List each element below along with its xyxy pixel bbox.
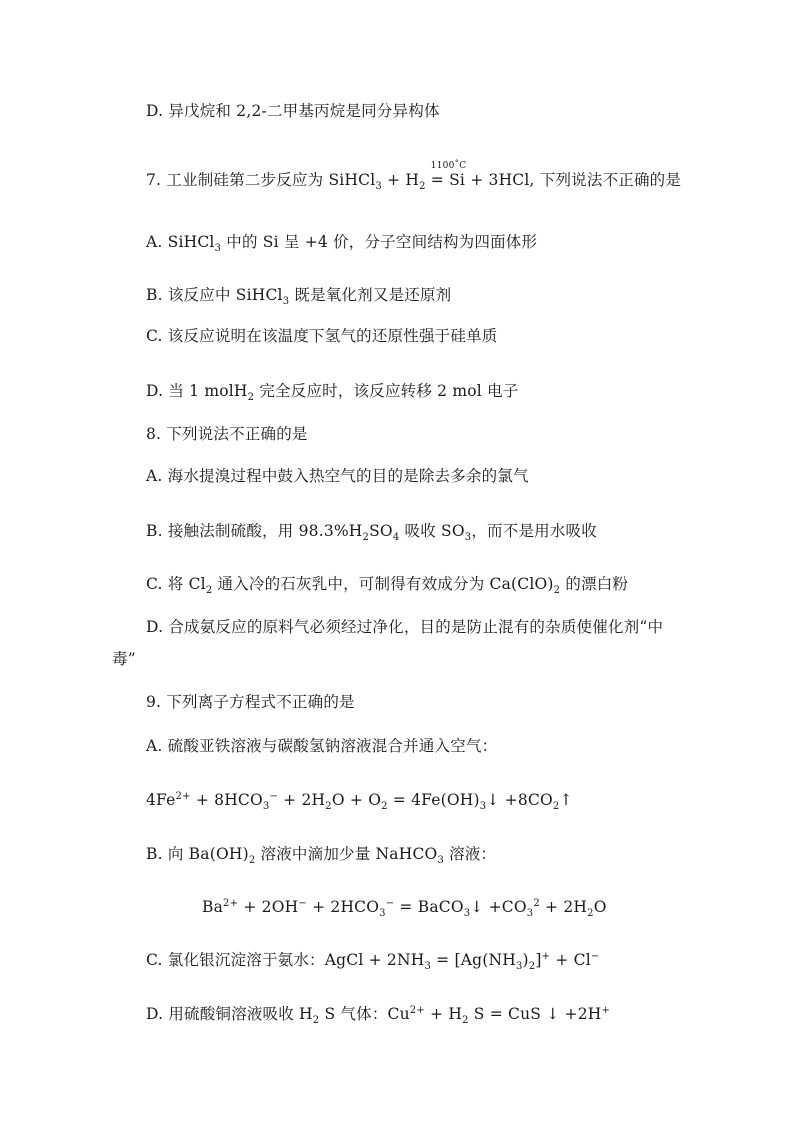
q9-option-a-equation: $4Fe^{2+} + 8HCO_3^- + 2H_2O + O_2$ = $4Fe(OH)_3↓$ $+8CO_2↑$	[146, 790, 573, 813]
q9-option-b-equation: $Ba^{2+} + 2OH^- + 2HCO_3^-$ = BaCO$_3$↓ $+CO_3^2 + 2H_2O$	[202, 897, 607, 920]
q8-option-a: A. 海水提溴过程中鼓入热空气的目的是除去多余的氯气	[146, 467, 529, 485]
q7-option-a: A. SiHCl$_3$ 中的 Si 呈 +4 价，分子空间结构为四面体形	[146, 233, 538, 255]
q7-stem: 7. 工业制硅第二步反应为 SiHCl$_3$ + $H_2$ 1100˚C = Si + 3HCl, 下列说法不正确的是	[146, 161, 682, 193]
q9-option-a: A. 硫酸亚铁溶液与碳酸氢钠溶液混合并通入空气：	[146, 737, 498, 755]
q9-stem: 9. 下列离子方程式不正确的是	[146, 693, 355, 711]
q8-option-d-line1: D. 合成氨反应的原料气必须经过净化，目的是防止混有的杂质使催化剂“中	[146, 618, 664, 636]
q9-option-d: D. 用硫酸铜溶液吸收 $H_2$ S 气体：$Cu^{2+} + H_2$ S = CuS ↓ +2H+	[146, 1004, 611, 1027]
q6-option-d: D. 异戊烷和 2,2-二甲基丙烷是同分异构体	[146, 102, 440, 120]
q7-option-d: D. 当 1 molH$_2$ 完全反应时，该反应转移 2 mol 电子	[146, 382, 519, 404]
q9-option-b: B. 向 $Ba(OH)_2$ 溶液中滴加少量 NaHCO$_3$ 溶液：	[146, 845, 497, 867]
q8-option-d-line2: 毒”	[112, 650, 136, 668]
q9-option-c: C. 氯化银沉淀溶于氨水：AgCl + $2NH_3 = [Ag(NH_3)_2]^+ + Cl^-$	[146, 950, 600, 973]
q7-option-c: C. 该反应说明在该温度下氢气的还原性强于硅单质	[146, 327, 498, 345]
q8-option-c: C. 将 $Cl_2$ 通入冷的石灰乳中，可制得有效成分为 $Ca(ClO)_2$ 的漂白粉	[146, 575, 629, 597]
q7-option-b: B. 该反应中 SiHCl$_3$ 既是氧化剂又是还原剂	[146, 286, 452, 308]
q8-stem: 8. 下列说法不正确的是	[146, 425, 308, 443]
reaction-condition: 1100˚C =	[430, 161, 467, 189]
q8-option-b: B. 接触法制硫酸，用 $98.3\%H_2SO_4$ 吸收 $SO_3$，而不是用水吸收	[146, 522, 597, 544]
